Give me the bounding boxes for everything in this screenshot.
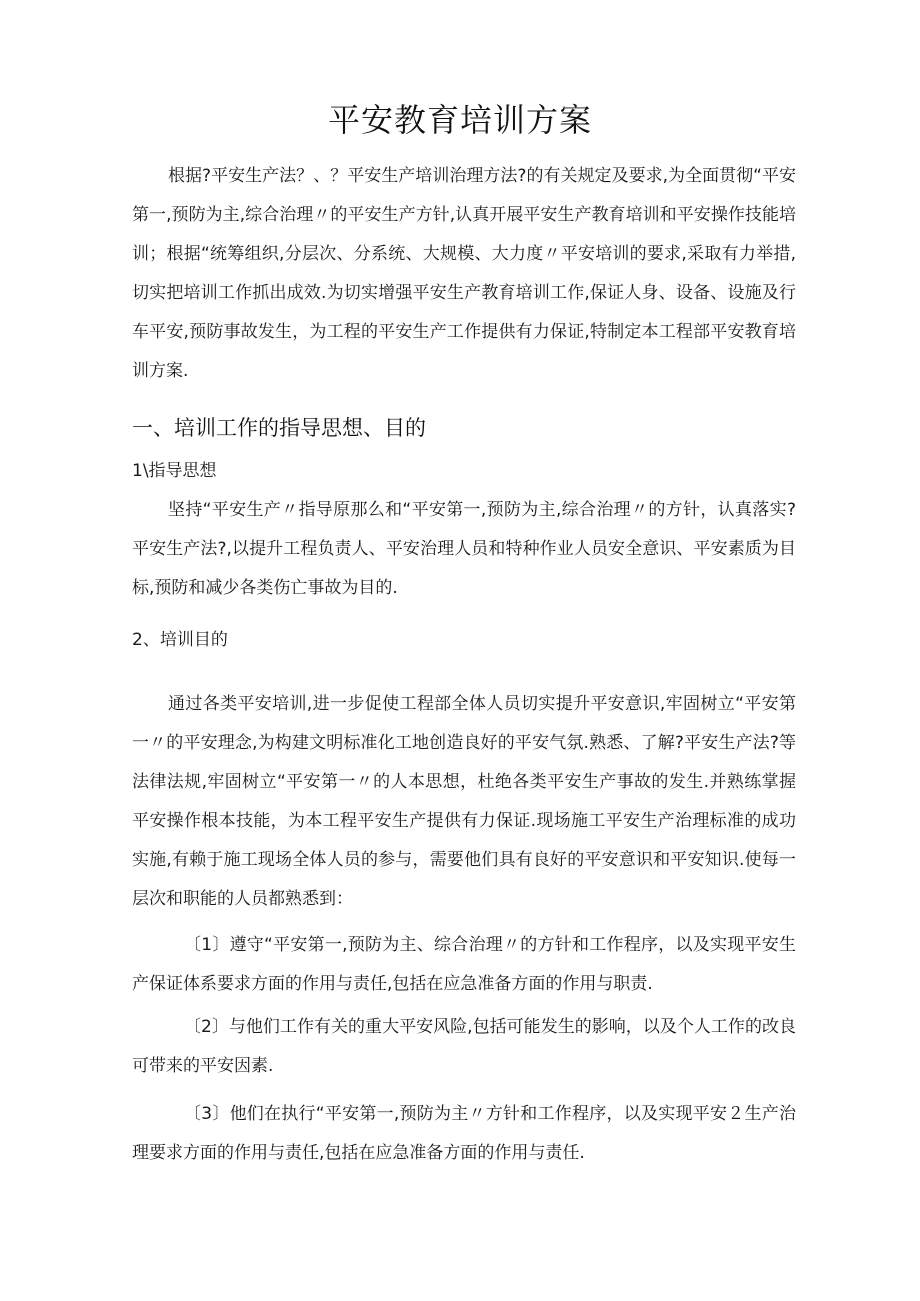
document-title: 平安教育培训方案: [327, 101, 592, 139]
training-purpose-paragraph: 通过各类平安培训,进一步促使工程部全体人员切实提升平安意识,牢固树立“平安第一〃的平安理念,为构建文明标准化工地创造良好的平安气氛.熟悉、了解?平安生产法?等法律法规,牢固树立“平安第一〃的人本思想，杜绝各类平安生产事故的发生.并熟练掌握平安操作根本技能，为本工程平安生产提供有力保证.现场施工平安生产治理标准的成功实施,有赖于施工现场全体人员的参与，需要他们具有良好的平安意识和平安知识.使每一层次和职能的人员都熟悉到：: [132, 694, 796, 909]
list-item-3: 〔3〕他们在执行“平安第一,预防为主〃方针和工作程序，以及实现平安２生产治理要求方面的作用与责任,包括在应急准备方面的作用与责任.: [132, 1104, 796, 1163]
guiding-thought-paragraph: 坚持“平安生产〃指导原那么和“平安第一,预防为主,综合治理〃的方针，认真落实?平安生产法?,以提升工程负责人、平安治理人员和特种作业人员安全意识、平安素质为目标,预防和减少各类伤亡事故为目的.: [132, 500, 796, 598]
subsection-heading-training-purpose: 2、培训目的: [132, 630, 228, 650]
subsection-heading-guiding-thought: 1\指导思想: [132, 461, 217, 481]
intro-paragraph: 根据?平安生产法？、？平安生产培训治理方法?的有关规定及要求,为全面贯彻“平安第一,预防为主,综合治理〃的平安生产方针,认真开展平安生产教育培训和平安操作技能培训；根据“统筹组织,分层次、分系统、大规模、大力度〃平安培训的要求,采取有力举措,切实把培训工作抓出成效.为切实增强平安生产教育培训工作,保证人身、设备、设施及行车平安,预防事故发生，为工程的平安生产工作提供有力保证,特制定本工程部平安教育培训方案.: [132, 166, 796, 381]
section-heading-guiding-ideas: 一、培训工作的指导思想、目的: [132, 416, 426, 440]
list-item-1: 〔1〕遵守“平安第一,预防为主、综合治理〃的方针和工作程序，以及实现平安生产保证体系要求方面的作用与责任,包括在应急准备方面的作用与职责.: [132, 935, 796, 994]
list-item-2: 〔2〕与他们工作有关的重大平安风险,包括可能发生的影响，以及个人工作的改良可带来的平安因素.: [132, 1017, 796, 1076]
